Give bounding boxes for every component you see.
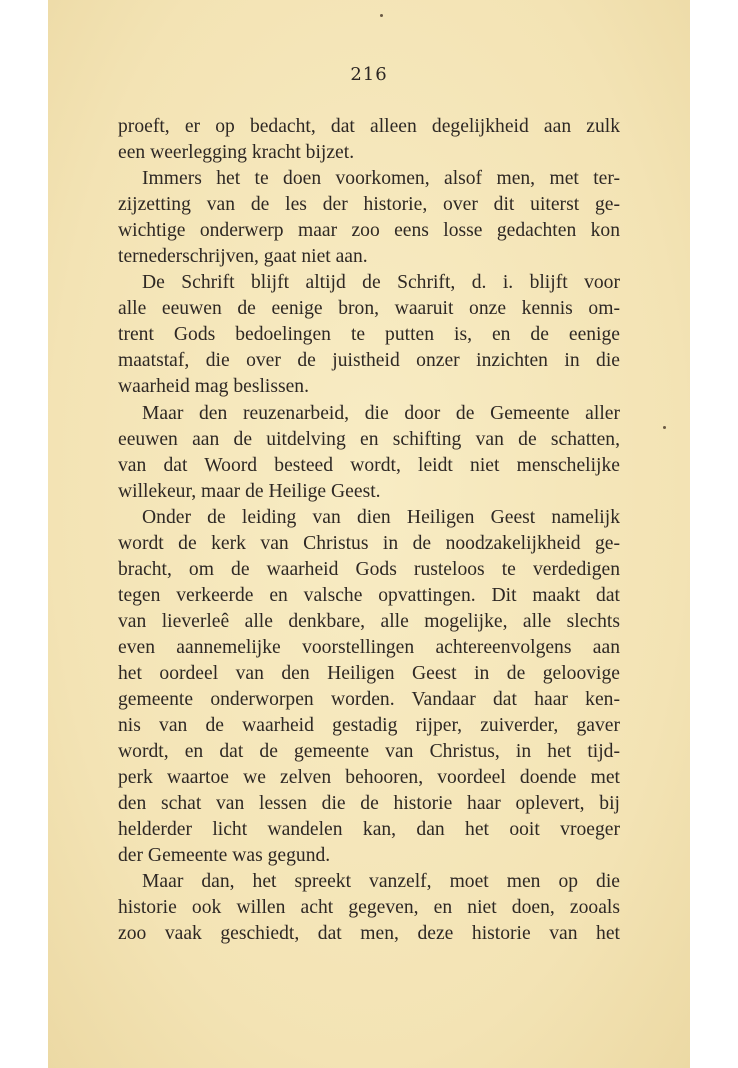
text-line: wichtige onderwerp maar zoo eens losse gedachten kon xyxy=(118,220,620,242)
text-line: helderder licht wandelen kan, dan het ooit vroeger xyxy=(118,819,620,841)
ink-speck xyxy=(663,426,666,429)
text-line: Onder de leiding van dien Heiligen Geest namelijk xyxy=(142,506,620,528)
text-line: maatstaf, die over de juistheid onzer inzichten in die xyxy=(118,350,620,372)
text-line: gemeente onderworpen worden. Vandaar dat haar ken- xyxy=(118,689,620,711)
text-line: nis van de waarheid gestadig rijper, zuiverder, gaver xyxy=(118,715,620,737)
text-line: alle eeuwen de eenige bron, waaruit onze kennis om- xyxy=(118,298,620,320)
text-line: waarheid mag beslissen. xyxy=(118,376,309,398)
text-line: tegen verkeerde en valsche opvattingen. Dit maakt dat xyxy=(118,584,620,606)
text-line: wordt de kerk van Christus in de noodzakelijkheid ge- xyxy=(118,532,620,554)
text-line: Immers het te doen voorkomen, alsof men, met ter- xyxy=(142,168,620,190)
text-line: ternederschrijven, gaat niet aan. xyxy=(118,246,368,268)
text-line: Maar den reuzenarbeid, die door de Gemeente aller xyxy=(142,402,620,424)
text-line: De Schrift blijft altijd de Schrift, d. i. blijft voor xyxy=(142,272,620,294)
page-number: 216 xyxy=(350,64,388,85)
text-line: der Gemeente was gegund. xyxy=(118,845,331,867)
text-line: perk waartoe we zelven behooren, voordeel doende met xyxy=(118,767,620,789)
text-line: een weerlegging kracht bijzet. xyxy=(118,142,355,164)
text-line: zoo vaak geschiedt, dat men, deze historie van het xyxy=(118,923,620,945)
ink-speck xyxy=(380,14,383,17)
text-line: trent Gods bedoelingen te putten is, en de eenige xyxy=(118,324,620,346)
text-line: proeft, er op bedacht, dat alleen degelijkheid aan zulk xyxy=(118,116,620,137)
text-line: zijzetting van de les der historie, over dit uiterst ge- xyxy=(118,194,620,216)
text-line: van dat Woord besteed wordt, leidt niet menschelijke xyxy=(118,454,620,476)
text-line: bracht, om de waarheid Gods rusteloos te verdedigen xyxy=(118,558,620,580)
text-line: Maar dan, het spreekt vanzelf, moet men op die xyxy=(142,871,620,893)
text-line: het oordeel van den Heiligen Geest in de geloovige xyxy=(118,662,620,684)
body-text xyxy=(118,114,620,948)
book-page xyxy=(48,0,690,1068)
text-line: den schat van lessen die de historie haar oplevert, bij xyxy=(118,793,620,815)
text-line: even aannemelijke voorstellingen achtereenvolgens aan xyxy=(118,636,620,658)
text-line: historie ook willen acht gegeven, en niet doen, zooals xyxy=(118,897,620,919)
text-line: eeuwen aan de uitdelving en schifting van de schatten, xyxy=(118,428,620,450)
text-line: van lieverleê alle denkbare, alle mogelijke, alle slechts xyxy=(118,610,620,632)
text-line: wordt, en dat de gemeente van Christus, in het tijd- xyxy=(118,741,620,763)
text-line: willekeur, maar de Heilige Geest. xyxy=(118,480,381,502)
